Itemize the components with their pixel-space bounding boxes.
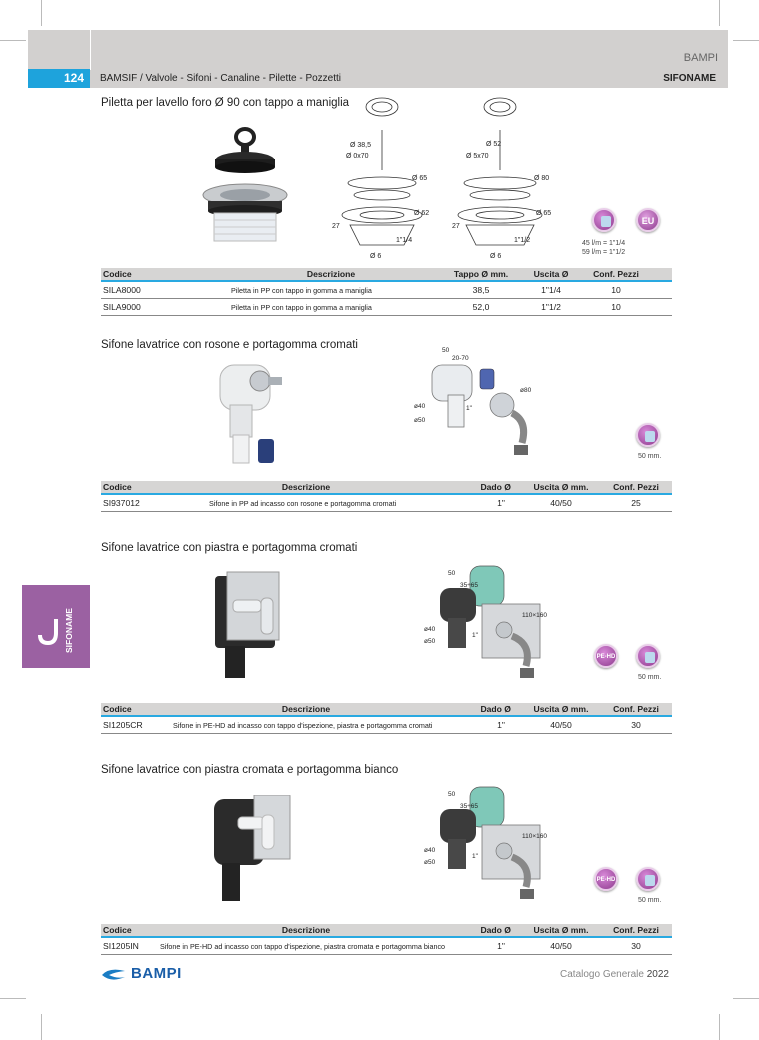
cell-v2: 40/50 [550, 498, 572, 508]
page-header [28, 30, 728, 88]
cell-v2: 1"1/2 [541, 302, 561, 312]
cell-code: SILA8000 [103, 285, 141, 295]
dim-label: ø40 [424, 626, 436, 633]
flow-note: 45 l/m = 1"1/4 [582, 240, 626, 247]
drain-size-badge [636, 644, 660, 668]
dim-label: ø40 [424, 847, 436, 854]
col-uscita: Uscita Ø [533, 269, 569, 279]
cell-v2: 40/50 [550, 941, 572, 951]
header-brand: BAMPI [683, 52, 718, 64]
crop-mark [719, 1014, 720, 1040]
size-note: 50 mm. [638, 897, 662, 904]
technical-diagram [410, 343, 550, 465]
crop-mark [733, 40, 759, 41]
dim-label: Ø 52 [486, 141, 502, 148]
crop-mark [719, 0, 720, 26]
col-dado: Dado Ø [480, 925, 511, 935]
product-image-piletta [198, 125, 292, 255]
table-row [101, 282, 672, 299]
dim-label: 50 [448, 570, 456, 577]
cell-v1: 1" [497, 498, 505, 508]
cell-v3: 10 [611, 285, 621, 295]
section-label: SIFONAME [663, 73, 716, 84]
product-title: Piletta per lavello foro Ø 90 con tappo a maniglia [101, 97, 350, 109]
crop-mark [41, 0, 42, 26]
col-codice: Codice [103, 925, 132, 935]
col-dado: Dado Ø [480, 482, 511, 492]
cell-v3: 10 [611, 302, 621, 312]
dim-label: Ø 80 [534, 175, 550, 182]
siphon-icon [38, 617, 64, 647]
table-header [101, 268, 672, 282]
flow-rate-badge [592, 208, 616, 232]
crop-mark [733, 998, 759, 999]
col-descrizione: Descrizione [281, 482, 331, 492]
table-row [101, 717, 672, 734]
size-note: 50 mm. [638, 674, 662, 681]
cell-v1: 52,0 [472, 302, 490, 312]
drain-size-badge [636, 423, 660, 447]
dim-label: 35÷65 [460, 582, 479, 589]
cell-desc: Sifone in PE-HD ad incasso con tappo d'ispezione, piastra e portagomma cromati [173, 720, 433, 730]
product-image-sifone-piastra [205, 570, 290, 682]
cell-code: SI1205CR [103, 720, 143, 730]
dim-label: ø40 [414, 403, 426, 410]
col-uscita: Uscita Ø mm. [533, 925, 589, 935]
cup-icon [645, 875, 655, 886]
table-header [101, 703, 672, 717]
dim-label: 20-70 [452, 355, 469, 362]
cell-desc: Piletta in PP con tappo in gomma a maniglia [231, 302, 372, 312]
eu-badge [636, 208, 660, 232]
col-descrizione: Descrizione [306, 269, 356, 279]
cell-v3: 30 [631, 720, 641, 730]
cell-code: SI937012 [103, 498, 140, 508]
section-side-tab [22, 585, 90, 668]
col-tappo: Tappo Ø mm. [453, 269, 509, 279]
dim-label: 1" [466, 405, 472, 412]
product-title: Sifone lavatrice con rosone e portagomma cromati [101, 339, 358, 351]
dim-label: 1"1/2 [514, 237, 531, 244]
faucet-icon [601, 216, 611, 227]
col-codice: Codice [103, 269, 132, 279]
pehd-badge-label: PE-HD [596, 877, 616, 883]
dim-label: Ø 62 [414, 210, 430, 217]
table-header [101, 481, 672, 495]
product-table [101, 703, 672, 734]
product-image-sifone-piastra-cromata [210, 795, 295, 905]
dim-label: Ø 65 [536, 210, 552, 217]
col-uscita: Uscita Ø mm. [533, 482, 589, 492]
dim-label: Ø 6 [370, 253, 382, 260]
header-divider [90, 30, 91, 70]
side-tab-label: SIFONAME [64, 608, 74, 653]
pehd-badge-label: PE-HD [596, 654, 616, 660]
crop-mark [41, 1014, 42, 1040]
page-number: 124 [28, 69, 90, 88]
dim-label: 50 [448, 791, 456, 798]
col-dado: Dado Ø [480, 704, 511, 714]
col-codice: Codice [103, 482, 132, 492]
dim-label: 1"1/4 [396, 237, 413, 244]
cell-desc: Sifone in PP ad incasso con rosone e portagomma cromati [209, 498, 397, 508]
dim-label: ø50 [424, 859, 436, 866]
dim-label: Ø 65 [412, 175, 428, 182]
crop-mark [0, 998, 26, 999]
dim-label: 110×160 [522, 612, 548, 619]
col-conf: Conf. Pezzi [613, 482, 659, 492]
product-title: Sifone lavatrice con piastra cromata e portagomma bianco [101, 764, 399, 776]
col-codice: Codice [103, 704, 132, 714]
pehd-badge [594, 644, 618, 668]
cell-v1: 38,5 [472, 285, 490, 295]
technical-diagram [420, 783, 560, 905]
dim-label: 50 [442, 347, 450, 354]
cell-v1: 1" [497, 941, 505, 951]
footer-logo-text: BAMPI [131, 965, 182, 982]
footer-logo [101, 965, 182, 982]
cell-v2: 1"1/4 [541, 285, 561, 295]
catalog-label: Catalogo Generale [560, 969, 644, 980]
flow-note: 59 l/m = 1"1/2 [582, 249, 626, 256]
dim-label: Ø 6 [490, 253, 502, 260]
dim-label: 35÷65 [460, 803, 479, 810]
col-descrizione: Descrizione [281, 925, 331, 935]
eu-badge-label: EU [641, 216, 655, 226]
bampi-logo-icon [101, 966, 127, 982]
cell-desc: Sifone in PE-HD ad incasso con tappo d'ispezione, piastra cromata e portagomma bianco [160, 941, 446, 951]
catalog-year: 2022 [646, 969, 669, 980]
pehd-badge [594, 867, 618, 891]
dim-label: Ø 38,5 [350, 142, 372, 149]
cell-desc: Piletta in PP con tappo in gomma a maniglia [231, 285, 372, 295]
cell-v3: 25 [631, 498, 641, 508]
dim-label: ø50 [424, 638, 436, 645]
col-conf: Conf. Pezzi [613, 925, 659, 935]
dim-label: Ø 0x70 [346, 153, 369, 160]
breadcrumb: BAMSIF / Valvole - Sifoni - Canaline - Pilette - Pozzetti [100, 73, 342, 84]
table-row [101, 495, 672, 512]
technical-diagram [420, 562, 560, 684]
cup-icon [645, 431, 655, 442]
cell-v3: 30 [631, 941, 641, 951]
dim-label: 110×160 [522, 833, 548, 840]
col-uscita: Uscita Ø mm. [533, 704, 589, 714]
product-table [101, 924, 672, 955]
dim-label: ø50 [414, 417, 426, 424]
cup-icon [645, 652, 655, 663]
dim-label: 1" [472, 853, 478, 860]
cell-code: SILA9000 [103, 302, 141, 312]
cell-code: SI1205IN [103, 941, 139, 951]
table-row [101, 299, 672, 316]
dim-label: 27 [332, 223, 340, 230]
table-row [101, 938, 672, 955]
product-table [101, 481, 672, 512]
cell-v2: 40/50 [550, 720, 572, 730]
technical-diagram [330, 95, 580, 265]
col-descrizione: Descrizione [281, 704, 331, 714]
dim-label: 1" [472, 632, 478, 639]
footer-catalog [560, 969, 669, 980]
product-image-sifone-rosone [200, 355, 300, 467]
col-conf: Conf. Pezzi [593, 269, 639, 279]
table-header [101, 924, 672, 938]
drain-size-badge [636, 867, 660, 891]
col-conf: Conf. Pezzi [613, 704, 659, 714]
dim-label: Ø 5x70 [466, 153, 489, 160]
size-note: 50 mm. [638, 453, 662, 460]
product-table [101, 268, 672, 316]
crop-mark [0, 40, 26, 41]
cell-v1: 1" [497, 720, 505, 730]
product-title: Sifone lavatrice con piastra e portagomma cromati [101, 542, 358, 554]
dim-label: ø80 [520, 387, 532, 394]
dim-label: 27 [452, 223, 460, 230]
